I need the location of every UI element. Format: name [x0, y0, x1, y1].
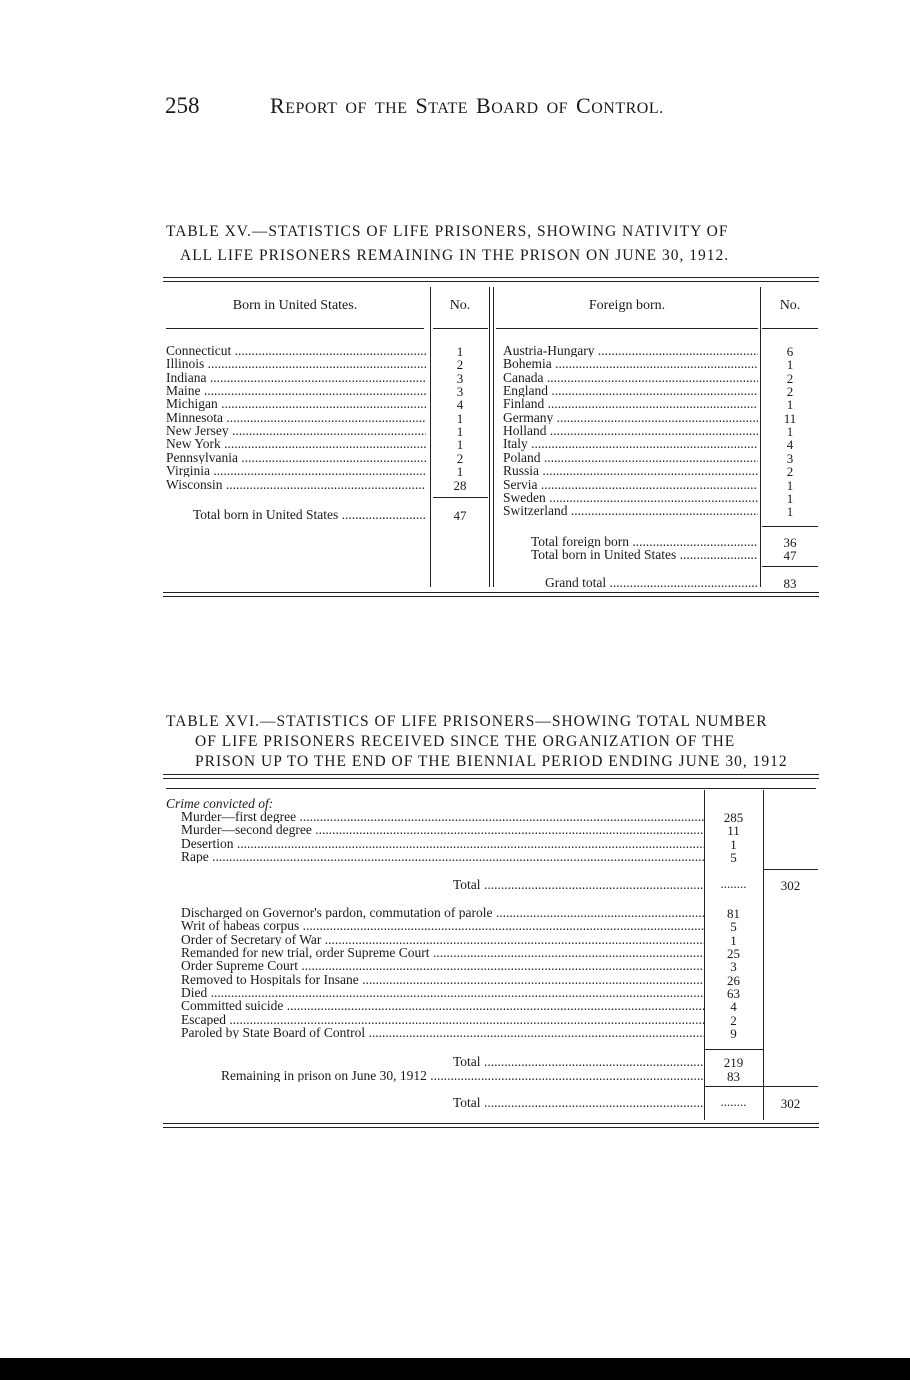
- header-word: STATE: [415, 93, 469, 118]
- total-foreign-label: Total foreign born .....: [531, 535, 758, 548]
- us-born-row-value: 1: [456, 344, 464, 359]
- foreign-born-row-label: Italy .....: [503, 437, 758, 450]
- us-born-row-label: Indiana .....: [166, 371, 426, 384]
- disposition-row-value: 1: [730, 932, 737, 948]
- table16-bottom-rule: [163, 1123, 819, 1124]
- foreign-born-row-label: Bohemia .....: [503, 357, 758, 370]
- disposition-row-label: Order Supreme Court .....: [181, 959, 704, 972]
- table16-header-rule: [166, 788, 816, 789]
- total1-label: Total .....: [453, 878, 704, 891]
- foreign-born-row-label: Servia .....: [503, 478, 758, 491]
- foreign-born-row-value: 11: [783, 410, 797, 426]
- foreign-born-row-label: Canada .....: [503, 371, 758, 384]
- subtotal-label: Total .....: [453, 1055, 704, 1068]
- disposition-row-label: Order of Secretary of War .....: [181, 933, 704, 946]
- disposition-row-label: Discharged on Governor's pardon, commutation of parole .....: [181, 906, 704, 919]
- header-word: CONTROL.: [576, 93, 664, 118]
- crime-row-value: 1: [730, 836, 737, 852]
- us-born-row-label: Pennsylvania .....: [166, 451, 426, 464]
- total1-mid: ........: [720, 876, 747, 891]
- total2-rule: [705, 1086, 818, 1087]
- header-word: BOARD: [476, 93, 539, 118]
- foreign-born-row-label: Finland .....: [503, 397, 758, 410]
- foreign-born-row-label: Russia .....: [503, 464, 758, 477]
- disposition-row-label: Paroled by State Board of Control .....: [181, 1026, 704, 1039]
- table15-bottom-rule: [163, 592, 819, 593]
- disposition-row-value: 26: [727, 972, 740, 988]
- us-born-row-value: 28: [453, 477, 467, 493]
- col-no-header: No.: [449, 298, 471, 313]
- crime-row-label: Murder—first degree .....: [181, 810, 704, 823]
- table15-top-rule: [163, 277, 819, 278]
- foreign-born-row-label: Poland .....: [503, 451, 758, 464]
- disposition-row-value: 5: [730, 919, 737, 935]
- foreign-born-row-value: 1: [786, 424, 794, 440]
- crime-row-value: 5: [730, 850, 737, 866]
- table16-vrule-2: [763, 790, 764, 1120]
- header-rule-no: [433, 328, 488, 329]
- foreign-born-row-value: 1: [786, 357, 794, 373]
- header-word: REPORT: [270, 93, 338, 118]
- us-subtotal-rule: [433, 497, 488, 498]
- table15-vrule-3: [493, 287, 494, 587]
- total-us-label: Total born in United States .....: [531, 548, 758, 561]
- us-born-row-label: Illinois .....: [166, 357, 426, 370]
- crime-row-label: Murder—second degree .....: [181, 823, 704, 836]
- us-born-row-label: Wisconsin .....: [166, 478, 426, 491]
- grand-total-label: Grand total .....: [545, 576, 758, 589]
- foreign-subtotal-rule: [762, 526, 818, 527]
- disposition-row-label: Died .....: [181, 986, 704, 999]
- foreign-born-row-value: 2: [786, 370, 794, 386]
- total2-mid: ........: [720, 1094, 747, 1109]
- total-us-value: 47: [783, 548, 797, 563]
- crime-heading: Crime convicted of:: [166, 796, 274, 811]
- header-rule-no2: [762, 328, 818, 329]
- remaining-label: Remaining in prison on June 30, 1912 .....: [221, 1069, 704, 1082]
- table15-vrule-1: [430, 287, 431, 587]
- foreign-born-row-value: 2: [786, 464, 794, 480]
- total-foreign-value: 36: [783, 535, 797, 550]
- us-born-row-label: Minnesota .....: [166, 411, 426, 424]
- foreign-born-row-value: 4: [786, 437, 794, 453]
- total2-label: Total .....: [453, 1096, 704, 1109]
- us-born-row-label: Connecticut .....: [166, 344, 426, 357]
- foreign-born-row-value: 2: [786, 384, 794, 400]
- header-rule-us: [166, 328, 424, 329]
- header-word: OF: [345, 100, 367, 117]
- us-born-row-label: New Jersey .....: [166, 424, 426, 437]
- us-born-row-label: Virginia .....: [166, 464, 426, 477]
- disposition-row-label: Escaped .....: [181, 1013, 704, 1026]
- table16-title-line3: PRISON UP TO THE END OF THE BIENNIAL PERIOD ENDING JUNE 30, 1912: [195, 753, 788, 770]
- foreign-born-row-label: England .....: [503, 384, 758, 397]
- crime-row-label: Rape .....: [181, 850, 704, 863]
- subtotal-value: 219: [723, 1055, 744, 1070]
- foreign-born-row-value: 1: [786, 490, 794, 506]
- foreign-born-row-label: Holland .....: [503, 424, 758, 437]
- us-born-row-label: Michigan .....: [166, 397, 426, 410]
- foreign-born-row-label: Austria-Hungary .....: [503, 344, 758, 357]
- scan-edge-bar: [0, 1358, 910, 1380]
- grand-total-rule: [762, 566, 818, 567]
- foreign-born-row-value: 1: [786, 504, 794, 520]
- grand-total-value: 83: [783, 576, 797, 591]
- us-born-row-label: New York .....: [166, 437, 426, 450]
- table15-top-rule-2: [163, 281, 819, 282]
- foreign-born-row-value: 6: [786, 344, 794, 359]
- crime-row-value: 285: [723, 810, 744, 825]
- running-header: [270, 93, 672, 119]
- total1-rule: [763, 869, 818, 870]
- disposition-row-value: 63: [727, 986, 740, 1002]
- disposition-row-label: Committed suicide .....: [181, 999, 704, 1012]
- foreign-born-row-label: Germany .....: [503, 411, 758, 424]
- foreign-born-row-value: 1: [786, 477, 794, 493]
- total1-value: 302: [780, 878, 801, 893]
- us-born-row-value: 3: [456, 384, 464, 400]
- table15-vrule-4: [760, 287, 761, 587]
- crime-row-value: 11: [727, 823, 740, 839]
- disposition-row-value: 4: [730, 999, 737, 1015]
- us-born-row-value: 1: [456, 464, 464, 480]
- table15-vrule-2: [489, 287, 490, 587]
- col-no2-header: No.: [779, 298, 801, 313]
- table15-title-line1: TABLE XV.—STATISTICS OF LIFE PRISONERS, SHOWING NATIVITY OF: [166, 223, 729, 240]
- col-born-us-header: Born in United States.: [232, 298, 358, 313]
- foreign-born-row-label: Switzerland .....: [503, 504, 758, 517]
- subtotal-rule: [705, 1049, 763, 1050]
- crime-row-label: Desertion .....: [181, 837, 704, 850]
- us-born-row-value: 1: [456, 424, 464, 440]
- us-born-row-value: 2: [456, 450, 464, 466]
- table15-bottom-rule-2: [163, 596, 819, 597]
- table16-top-rule: [163, 774, 819, 775]
- disposition-row-value: 2: [730, 1012, 737, 1028]
- us-born-row-label: Maine .....: [166, 384, 426, 397]
- us-total-value: 47: [453, 508, 467, 523]
- us-born-row-value: 1: [456, 410, 464, 426]
- foreign-born-row-value: 1: [786, 397, 794, 413]
- us-born-row-value: 4: [456, 397, 464, 413]
- table16-title-line1: TABLE XVI.—STATISTICS OF LIFE PRISONERS—SHOWING TOTAL NUMBER: [166, 713, 768, 730]
- header-rule-foreign: [496, 328, 758, 329]
- us-born-row-value: 1: [456, 437, 464, 453]
- total2-value: 302: [780, 1096, 801, 1111]
- disposition-row-value: 9: [730, 1026, 737, 1042]
- us-born-row-value: 2: [456, 357, 464, 373]
- table16-top-rule-2: [163, 778, 819, 779]
- disposition-row-label: Remanded for new trial, order Supreme Court .....: [181, 946, 704, 959]
- header-word: OF: [546, 100, 569, 117]
- us-total-label: Total born in United States .....: [193, 508, 426, 521]
- foreign-born-row-value: 3: [786, 450, 794, 466]
- foreign-born-row-label: Sweden .....: [503, 491, 758, 504]
- disposition-row-value: 3: [730, 959, 737, 975]
- header-word: THE: [374, 100, 408, 117]
- remaining-value: 83: [727, 1069, 740, 1084]
- disposition-row-label: Writ of habeas corpus .....: [181, 919, 704, 932]
- table15-title-line2: ALL LIFE PRISONERS REMAINING IN THE PRISON ON JUNE 30, 1912.: [180, 247, 730, 264]
- col-foreign-header: Foreign born.: [588, 298, 666, 313]
- page-number: 258: [165, 93, 200, 118]
- disposition-row-value: 25: [727, 946, 740, 962]
- disposition-row-label: Removed to Hospitals for Insane .....: [181, 973, 704, 986]
- table16-title-line2: OF LIFE PRISONERS RECEIVED SINCE THE ORGANIZATION OF THE: [195, 733, 736, 750]
- us-born-row-value: 3: [456, 370, 464, 386]
- disposition-row-value: 81: [727, 906, 740, 921]
- table16-bottom-rule-2: [163, 1127, 819, 1128]
